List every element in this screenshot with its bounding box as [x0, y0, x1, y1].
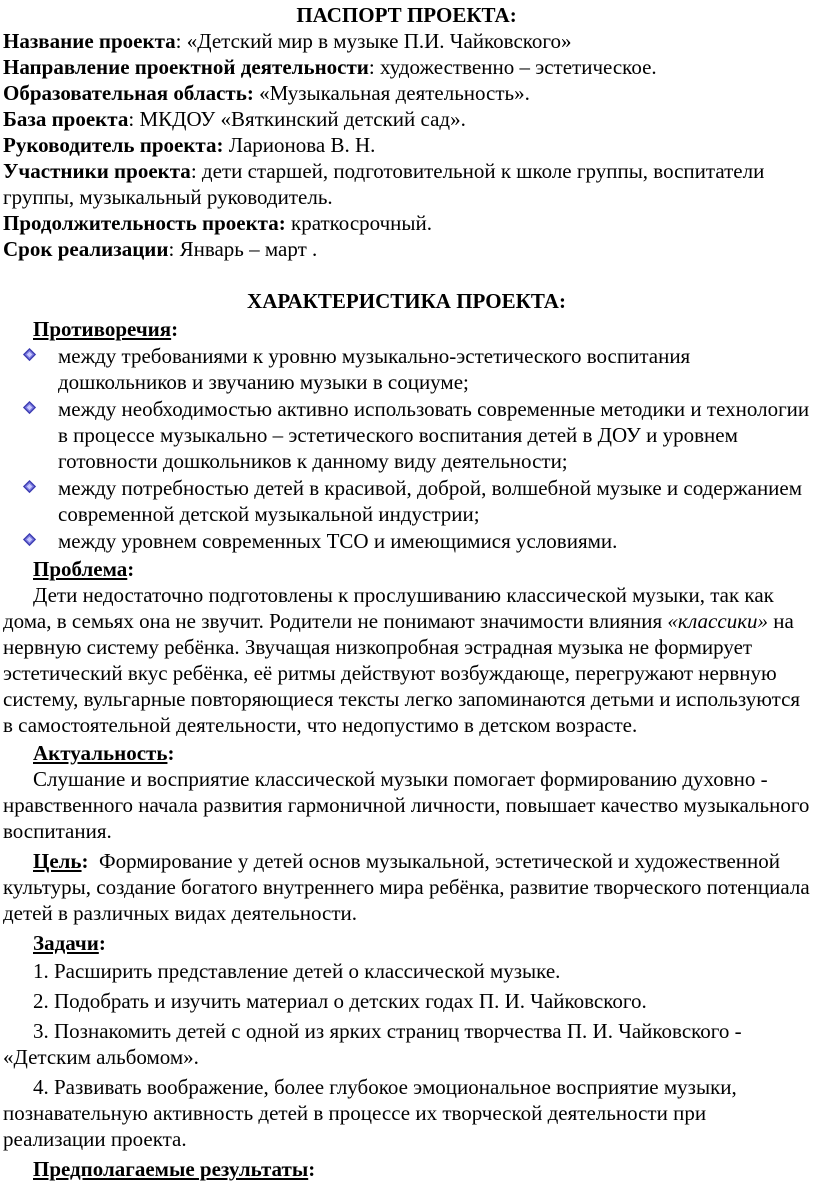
- document-page: [0, 2, 816, 1181]
- diamond-bullet-icon: [22, 347, 37, 362]
- relevance-heading: Актуальность:: [33, 741, 175, 765]
- list-item: между потребностью детей в красивой, доброй, волшебной музыке и содержанием современной детской музыкальной индустрии;: [58, 475, 810, 527]
- diamond-bullet-icon: [22, 532, 37, 547]
- passport-title: ПАСПОРТ ПРОЕКТА:: [296, 3, 517, 27]
- list-item: между необходимостью активно использовать современные методики и технологии в процессе музыкально – эстетического воспитания детей в ДОУ и уровнем готовности дошкольников к данному виду деятельности;: [58, 396, 810, 474]
- contradictions-list: [3, 343, 810, 554]
- relevance-text: Слушание и восприятие классической музыки помогает формированию духовно - нравственного начала развития гармоничной личности, повышает качество музыкального воспитания.: [3, 767, 810, 843]
- problem-text: Дети недостаточно подготовлены к прослушиванию классической музыки, так как дома, в семьях она не звучит. Родители не понимают значимости влияния «классики» на нервную систему ребёнка. Звучащая низкопробная эстрадная музыка не формирует эстетический вкус ребёнка, её ритмы действуют возбуждающе, перегружают нервную систему, вульгарные повторяющиеся тексты легко запоминаются детьми и используются в самостоятельной деятельности, что недопустимо в детском возрасте.: [3, 583, 801, 737]
- field-base: База проекта: МКДОУ «Вяткинский детский сад».: [3, 107, 466, 131]
- field-direction: Направление проектной деятельности: художественно – эстетическое.: [3, 55, 657, 79]
- list-item: между требованиями к уровню музыкально-эстетического воспитания дошкольников и звучанию музыки в социуме;: [58, 343, 810, 395]
- passport-fields: [3, 28, 810, 262]
- contradictions-heading: Противоречия:: [33, 317, 179, 341]
- diamond-bullet-icon: [22, 479, 37, 494]
- results-heading: Предполагаемые результаты:: [33, 1157, 316, 1181]
- field-education-area: Образовательная область: «Музыкальная деятельность».: [3, 81, 530, 105]
- characteristic-title: ХАРАКТЕРИСТИКА ПРОЕКТА:: [247, 289, 566, 313]
- field-project-name: Название проекта: «Детский мир в музыке П.И. Чайковского»: [3, 29, 572, 53]
- problem-heading: Проблема:: [33, 557, 135, 581]
- list-item: между уровнем современных ТСО и имеющимися условиями.: [58, 528, 810, 554]
- task-item: 2. Подобрать и изучить материал о детских годах П. И. Чайковского.: [33, 989, 647, 1013]
- task-item: 1. Расширить представление детей о классической музыке.: [33, 959, 561, 983]
- tasks-heading: Задачи:: [33, 931, 106, 955]
- field-period: Срок реализации: Январь – март .: [3, 237, 318, 261]
- diamond-bullet-icon: [22, 400, 37, 415]
- task-item: 4. Развивать воображение, более глубокое эмоциональное восприятие музыки, познавательную активность детей в процессе их творческой деятельности при реализации проекта.: [3, 1075, 737, 1151]
- task-item: 3. Познакомить детей с одной из ярких страниц творчества П. И. Чайковского - «Детским альбомом».: [3, 1019, 742, 1069]
- field-leader: Руководитель проекта: Ларионова В. Н.: [3, 133, 376, 157]
- goal-paragraph: Цель: Формирование у детей основ музыкальной, эстетической и художественной культуры, создание богатого внутреннего мира ребёнка, развитие творческого потенциала детей в различных видах деятельности.: [3, 849, 810, 925]
- field-participants: Участники проекта: дети старшей, подготовительной к школе группы, воспитатели группы, музыкальный руководитель.: [3, 159, 765, 209]
- field-duration: Продолжительность проекта: краткосрочный.: [3, 211, 432, 235]
